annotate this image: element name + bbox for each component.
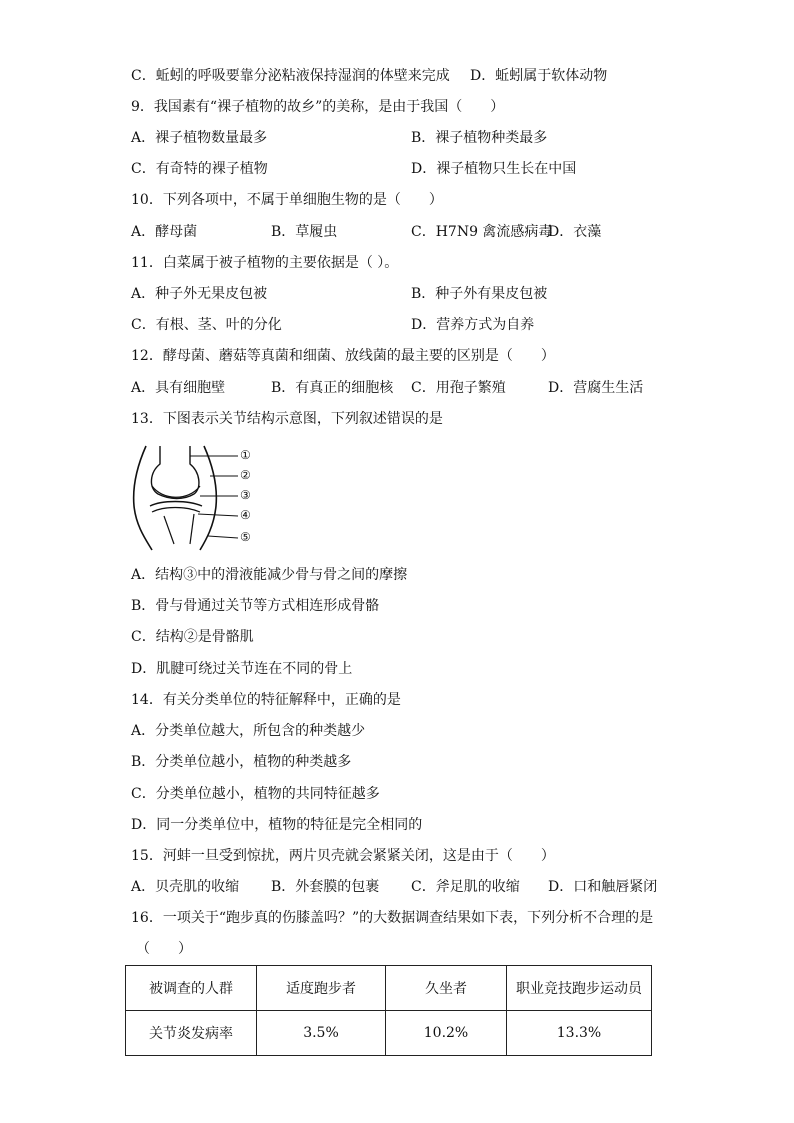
option-c: C．蚯蚓的呼吸要靠分泌粘液保持湿润的体壁来完成 (131, 68, 450, 84)
option-d: D．营腐生生活 (548, 380, 644, 396)
option-d: D．裸子植物只生长在中国 (411, 161, 577, 177)
question-13: 13．下图表示关节结构示意图，下列叙述错误的是 (131, 411, 443, 427)
option-a: A．贝壳肌的收缩 (131, 879, 240, 895)
question-15: 15．河蚌一旦受到惊扰，两片贝壳就会紧紧关闭，这是由于（ ） (131, 848, 555, 864)
question-11: 11．白菜属于被子植物的主要依据是（ ）。 (131, 255, 399, 271)
table-header-cell: 久坐者 (386, 966, 507, 1011)
option-c: C．有奇特的裸子植物 (131, 161, 268, 177)
option-d: D．营养方式为自养 (411, 317, 535, 333)
option-a: A．具有细胞壁 (131, 380, 226, 396)
option-b: B．骨与骨通过关节等方式相连形成骨骼 (131, 598, 380, 614)
table-cell: 10.2% (386, 1011, 507, 1056)
table-header-cell: 被调查的人群 (126, 966, 257, 1011)
question-12: 12．酵母菌、蘑菇等真菌和细菌、放线菌的最主要的区别是（ ） (131, 348, 555, 364)
table-row (126, 1011, 652, 1056)
option-b: B．种子外有果皮包被 (411, 286, 548, 302)
option-b: B．草履虫 (271, 224, 338, 240)
option-d: D．蚯蚓属于软体动物 (470, 68, 608, 84)
option-d: D．衣藻 (548, 224, 602, 240)
label-5: ⑤ (240, 530, 251, 544)
option-b: B．分类单位越小，植物的种类越多 (131, 754, 352, 770)
question-14: 14．有关分类单位的特征解释中，正确的是 (131, 692, 401, 708)
option-c: C．斧足肌的收缩 (411, 879, 520, 895)
option-a: A．结构③中的滑液能减少骨与骨之间的摩擦 (131, 567, 408, 583)
table-header-cell: 职业竞技跑步运动员 (507, 966, 652, 1011)
option-b: B．裸子植物种类最多 (411, 130, 548, 146)
option-a: A．酵母菌 (131, 224, 198, 240)
option-c: C．用孢子繁殖 (411, 380, 506, 396)
option-d: D．肌腱可绕过关节连在不同的骨上 (131, 661, 353, 677)
question-10: 10．下列各项中，不属于单细胞生物的是（ ） (131, 192, 443, 208)
option-a: A．分类单位越大，所包含的种类越少 (131, 723, 366, 739)
option-c: C．结构②是骨骼肌 (131, 629, 254, 645)
table-header-row (126, 966, 652, 1011)
option-b: B．有真正的细胞核 (271, 380, 394, 396)
table-cell: 3.5% (257, 1011, 386, 1056)
table-header-cell: 适度跑步者 (257, 966, 386, 1011)
option-b: B．外套膜的包裹 (271, 879, 380, 895)
option-c: C．有根、茎、叶的分化 (131, 317, 282, 333)
survey-table (125, 965, 652, 1056)
option-d: D．口和触唇紧闭 (548, 879, 658, 895)
table-cell: 关节炎发病率 (126, 1011, 257, 1056)
option-c: C．分类单位越小，植物的共同特征越多 (131, 786, 380, 802)
label-1: ① (240, 448, 251, 462)
option-c: C．H7N9 禽流感病毒 (411, 224, 553, 240)
question-16: 16．一项关于“跑步真的伤膝盖吗？”的大数据调查结果如下表，下列分析不合理的是 (131, 910, 654, 926)
label-2: ② (240, 468, 251, 482)
question-9: 9．我国素有“裸子植物的故乡”的美称，是由于我国（ ） (131, 99, 505, 115)
answer-parentheses: （ ） (136, 941, 192, 957)
option-a: A．种子外无果皮包被 (131, 286, 268, 302)
joint-diagram (128, 444, 263, 556)
label-4: ④ (240, 508, 251, 522)
option-d: D．同一分类单位中，植物的特征是完全相同的 (131, 817, 423, 833)
label-3: ③ (240, 488, 251, 502)
option-a: A．裸子植物数量最多 (131, 130, 268, 146)
table-cell: 13.3% (507, 1011, 652, 1056)
